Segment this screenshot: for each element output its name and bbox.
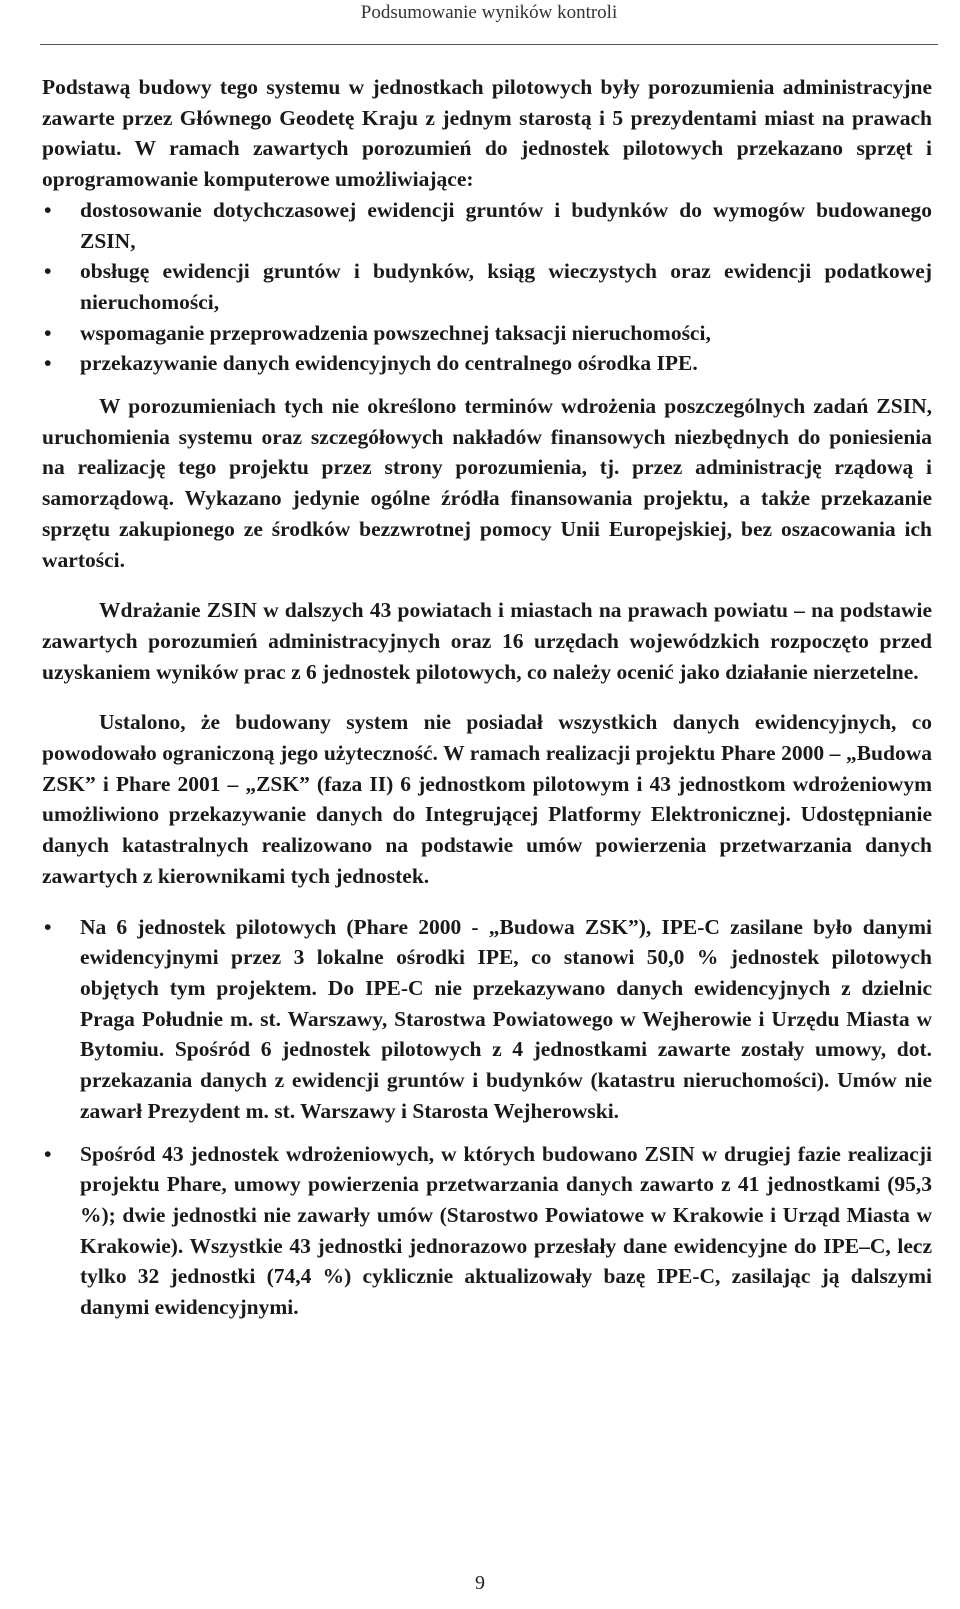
list-item: • dostosowanie dotychczasowej ewidencji gruntów i budynków do wymogów budowanego ZSIN, xyxy=(42,195,932,256)
intro-paragraph: Podstawą budowy tego systemu w jednostkach pilotowych były porozumienia administracyjne zawarte przez Głównego Geodetę Kraju z jednym starostą i 5 prezydentami miast na prawach powiatu. W ramach zawartych porozumień do jednostek pilotowych przekazano sprzęt i oprogramowanie komputerowe umożliwiające: xyxy=(42,75,932,192)
bullet-icon: • xyxy=(44,259,52,284)
page-header xyxy=(40,0,938,45)
bullet-icon: • xyxy=(44,914,52,939)
list-item: • wspomaganie przeprowadzenia powszechnej taksacji nieruchomości, xyxy=(42,318,932,349)
list-item: • Na 6 jednostek pilotowych (Phare 2000 - „Budowa ZSK”), IPE-C zasilane było danymi ewidencyjnymi przez 3 lokalne ośrodki IPE, co stanowi 50,0 % jednostek pilotowych objętych tym projektem. Do IPE-C nie przekazywano danych ewidencyjnych z dzielnic Praga Południe m. st. Warszawy, Starostwa Powiatowego w Wejherowie i Urzędu Miasta w Bytomiu. Spośród 6 jednostek pilotowych z 4 jednostkami zawarte zostały umowy, dot. przekazania danych z ewidencji gruntów i budynków (katastru nieruchomości). Umów nie zawarł Prezydent m. st. Warszawy i Starosta Wejherowski. xyxy=(42,912,932,1127)
page-number: 9 xyxy=(475,1572,485,1594)
document-body xyxy=(42,72,932,1323)
paragraph-agreements: W porozumieniach tych nie określono terminów wdrożenia poszczególnych zadań ZSIN, uruchomienia systemu oraz szczegółowych nakładów finansowych niezbędnych do poniesienia na realizację tego projektu przez strony porozumienia, tj. przez administrację rządową i samorządową. Wykazano jedynie ogólne źródła finansowania projektu, a także przekazanie sprzętu zakupionego ze środków bezzwrotnej pomocy Unii Europejskiej, bez oszacowania ich wartości. xyxy=(42,394,932,572)
intro-list xyxy=(42,195,932,379)
list-item: • Spośród 43 jednostek wdrożeniowych, w których budowano ZSIN w drugiej fazie realizacji projektu Phare, umowy powierzenia przetwarzania danych zawarto z 41 jednostkami (95,3 %); dwie jednostki nie zawarły umów (Starostwo Powiatowe w Krakowie i Urząd Miasta w Krakowie). Wszystkie 43 jednostki jednorazowo przesłały dane ewidencyjne do IPE–C, lecz tylko 32 jednostki (74,4 %) cyklicznie aktualizowały bazę IPE-C, zasilając ją dalszymi danymi ewidencyjnymi. xyxy=(42,1139,932,1323)
header-title: Podsumowanie wyników kontroli xyxy=(360,2,618,23)
bullet-icon: • xyxy=(44,320,52,345)
bullet-icon: • xyxy=(44,197,52,222)
bullet-icon: • xyxy=(44,351,52,376)
bullet-icon: • xyxy=(44,1141,52,1166)
findings-list xyxy=(42,912,932,1323)
list-item: • przekazywanie danych ewidencyjnych do centralnego ośrodka IPE. xyxy=(42,348,932,379)
paragraph-implementation: Wdrażanie ZSIN w dalszych 43 powiatach i miastach na prawach powiatu – na podstawie zawartych porozumień administracyjnych oraz 16 urzędach wojewódzkich rozpoczęto przed uzyskaniem wyników prac z 6 jednostek pilotowych, co należy ocenić jako działanie nierzetelne. xyxy=(42,598,932,684)
paragraph-findings: Ustalono, że budowany system nie posiadał wszystkich danych ewidencyjnych, co powodowało ograniczoną jego użyteczność. W ramach realizacji projektu Phare 2000 – „Budowa ZSK” i Phare 2001 – „ZSK” (faza II) 6 jednostkom pilotowym i 43 jednostkom wdrożeniowym umożliwiono przekazywanie danych do Integrującej Platformy Elektronicznej. Udostępnianie danych katastralnych realizowano na podstawie umów powierzenia przetwarzania danych zawartych z kierownikami tych jednostek. xyxy=(42,710,932,888)
list-item: • obsługę ewidencji gruntów i budynków, ksiąg wieczystych oraz ewidencji podatkowej nieruchomości, xyxy=(42,256,932,317)
